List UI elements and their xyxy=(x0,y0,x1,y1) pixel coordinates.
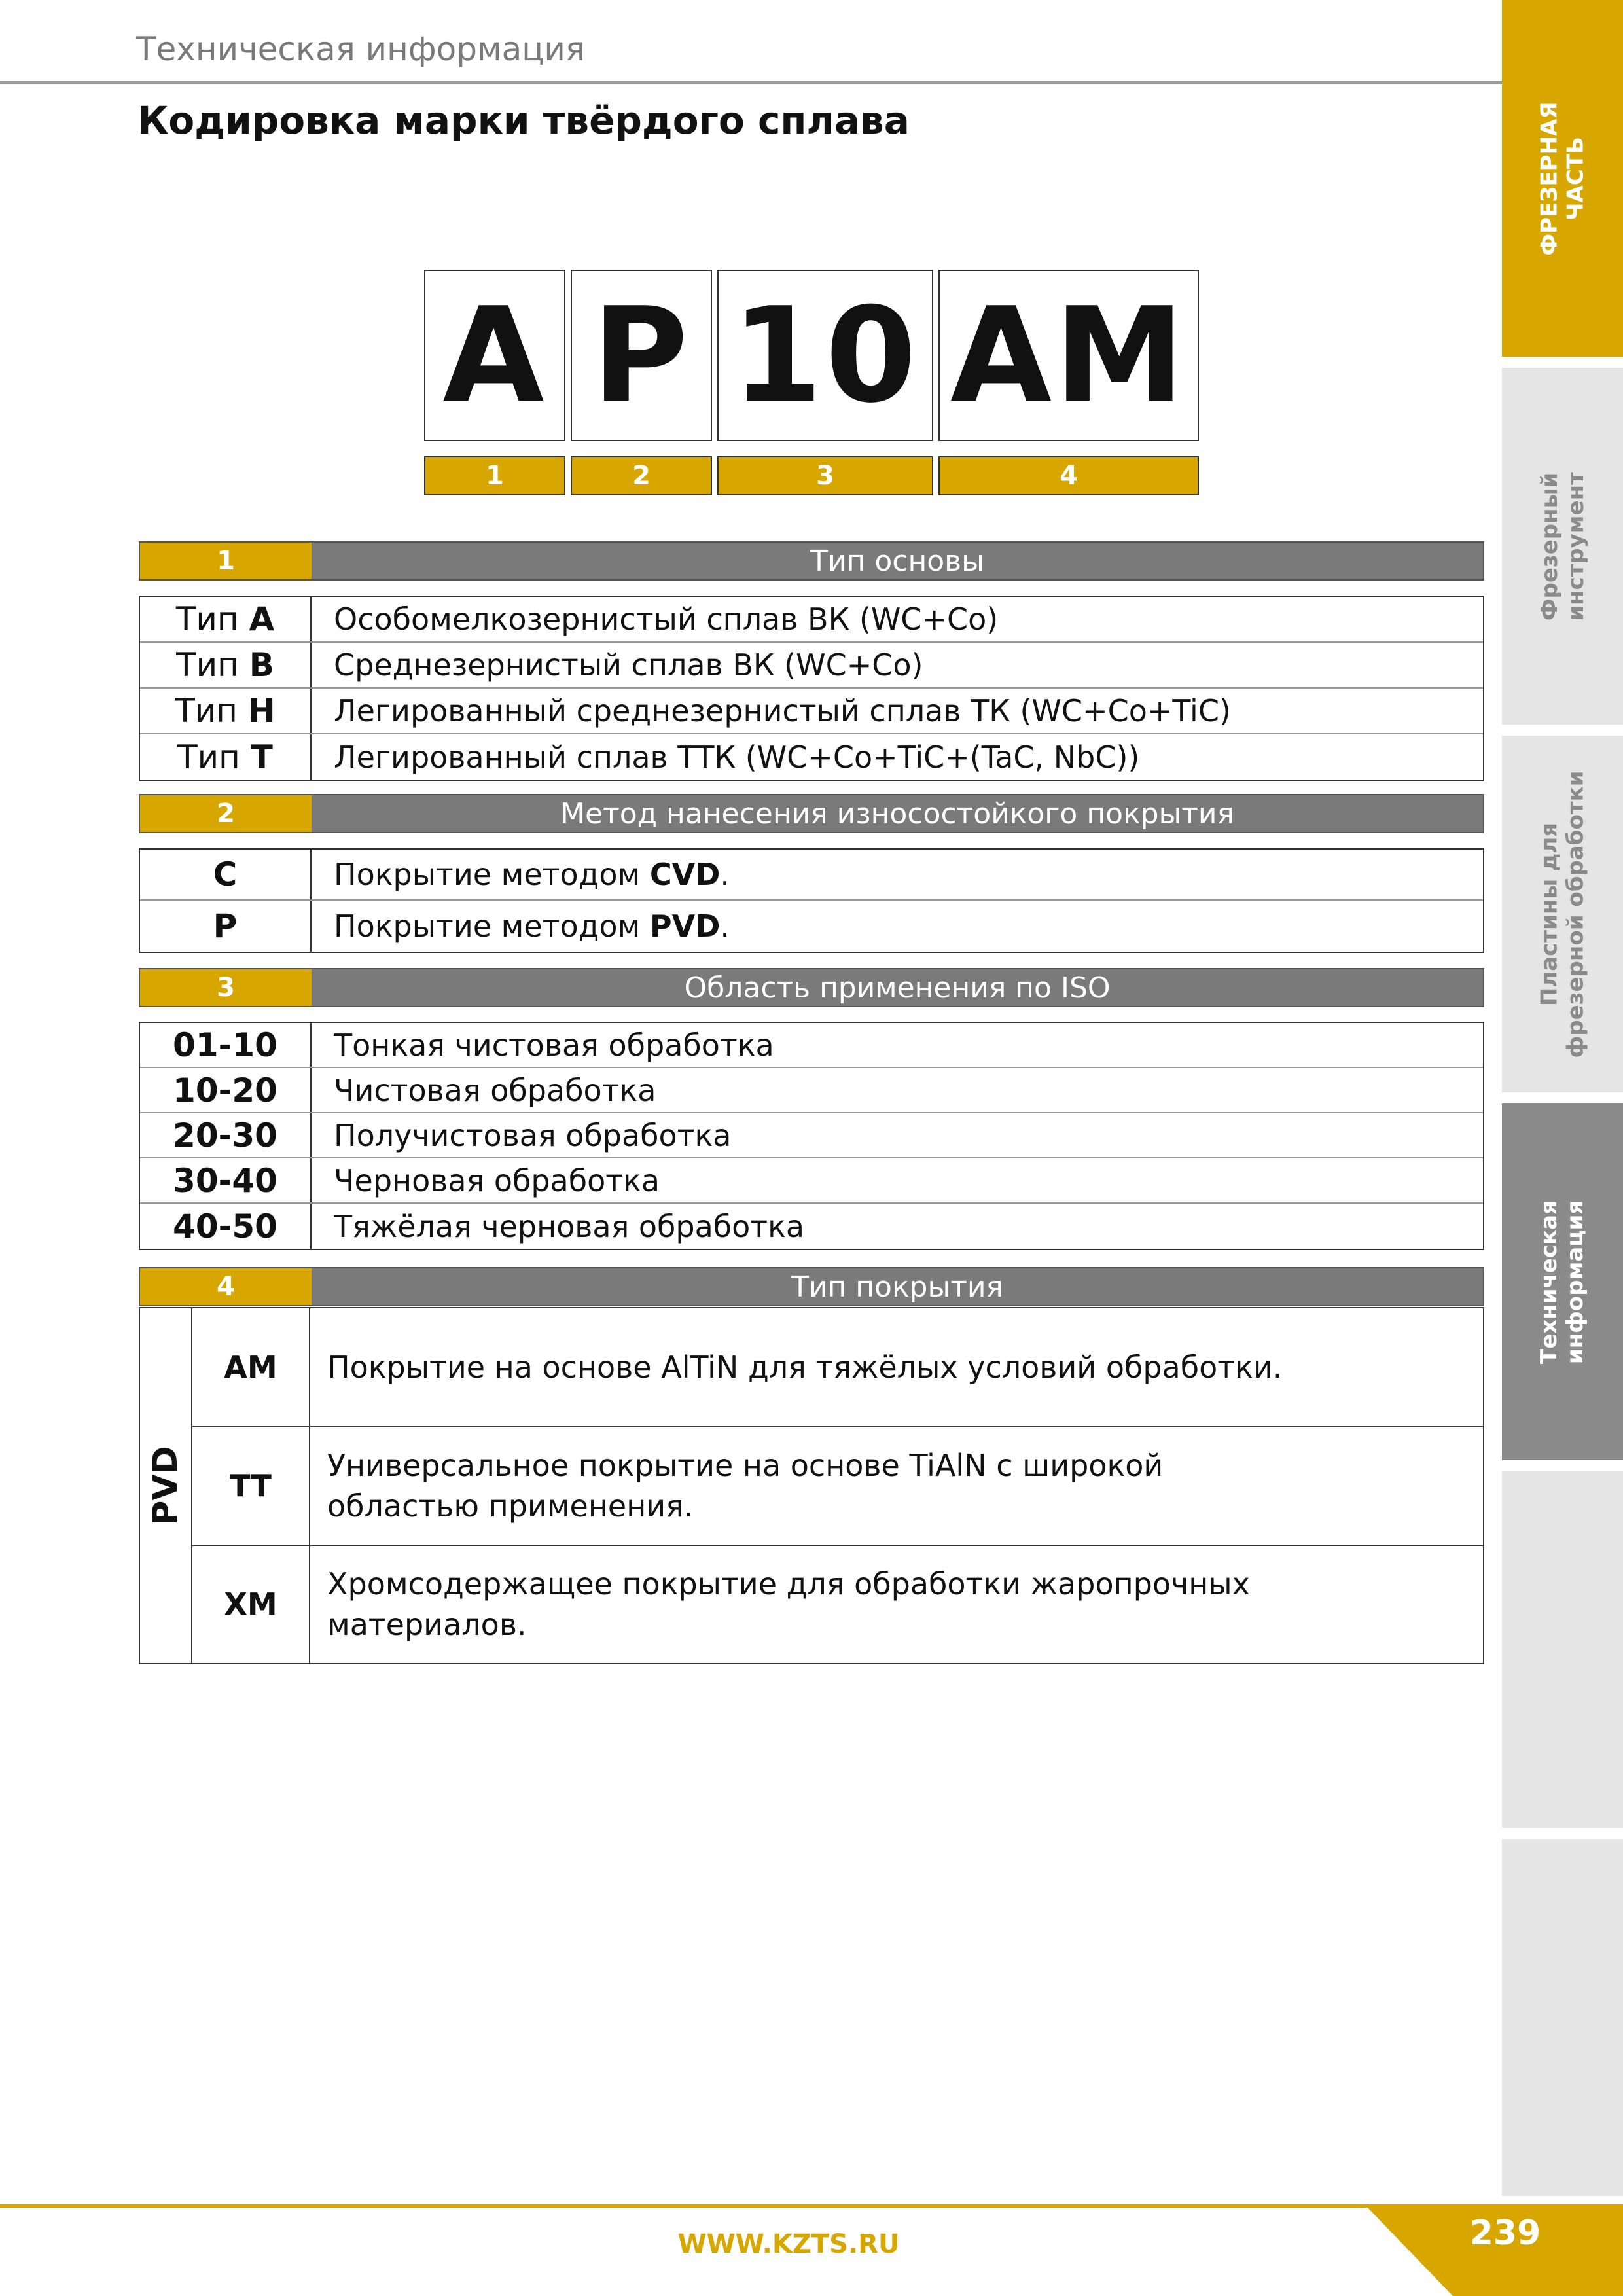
row-key xyxy=(140,597,312,641)
code-part-type: A xyxy=(424,270,565,441)
coating-group-label: PVD xyxy=(146,1446,185,1526)
table-row xyxy=(140,901,1483,952)
key-prefix: Тип xyxy=(175,692,248,730)
table-row xyxy=(140,1023,1483,1068)
row-value xyxy=(312,901,1483,952)
table-row xyxy=(140,850,1483,901)
table-row xyxy=(140,1068,1483,1113)
value-line1: Универсальное покрытие на основе TiAlN с широкой xyxy=(327,1447,1164,1483)
row-value: Получистовая обработка xyxy=(334,1117,732,1153)
row-value xyxy=(312,850,1483,899)
side-tab-label-line1: Фрезерный xyxy=(1536,472,1563,620)
key-letter: T xyxy=(250,738,273,776)
code-number-3: 3 xyxy=(717,456,933,495)
code-part-coating: AM xyxy=(938,270,1199,441)
table-row xyxy=(140,1113,1483,1158)
row-key: C xyxy=(140,850,312,899)
page-title: Кодировка марки твёрдого сплава xyxy=(137,98,910,143)
side-tab-empty-1 xyxy=(1502,1471,1623,1828)
row-key xyxy=(140,734,312,780)
code-number-1: 1 xyxy=(424,456,565,495)
code-number-4: 4 xyxy=(938,456,1199,495)
row-key: 01-10 xyxy=(140,1023,312,1067)
value-line2: областью применения. xyxy=(327,1488,694,1524)
section-2-table xyxy=(139,848,1484,953)
key-prefix: Тип xyxy=(175,600,249,638)
section-title: Тип покрытия xyxy=(312,1268,1483,1305)
side-tab-label-line1: Пластины для xyxy=(1536,822,1563,1006)
side-tab-empty-2 xyxy=(1502,1839,1623,2196)
row-key: 30-40 xyxy=(140,1158,312,1202)
table-row xyxy=(140,597,1483,643)
section-number: 1 xyxy=(140,543,312,579)
section-4-header xyxy=(139,1267,1484,1306)
row-value xyxy=(310,1427,1483,1544)
footer-divider xyxy=(0,2204,1374,2208)
page-number: 239 xyxy=(1469,2214,1541,2253)
row-key xyxy=(140,643,312,687)
row-value: Легированный сплав ТТК (WC+Co+TiC+(TaC, NbC)) xyxy=(334,740,1140,775)
table-row xyxy=(140,734,1483,780)
side-tab-technical-info[interactable] xyxy=(1502,1103,1623,1460)
row-value: Тяжёлая черновая обработка xyxy=(334,1208,805,1244)
value-prefix: Покрытие методом xyxy=(334,857,650,892)
header-divider xyxy=(0,81,1502,84)
table-row xyxy=(140,1204,1483,1249)
section-number: 4 xyxy=(140,1268,312,1305)
table-row xyxy=(192,1546,1483,1663)
side-tab-label-line2: фрезерной обработки xyxy=(1562,770,1589,1058)
row-value: Тонкая чистовая обработка xyxy=(334,1027,774,1063)
row-key: XM xyxy=(192,1546,310,1663)
table-row xyxy=(192,1308,1483,1427)
key-letter: A xyxy=(249,600,275,638)
code-part-iso: 10 xyxy=(717,270,933,441)
header-section-title: Техническая информация xyxy=(136,30,585,68)
table-row xyxy=(140,689,1483,734)
section-3-header xyxy=(139,968,1484,1007)
side-tab-label-line2: информация xyxy=(1562,1200,1589,1364)
value-suffix: . xyxy=(720,908,730,944)
table-row xyxy=(192,1427,1483,1545)
side-tab-label-line2: ЧАСТЬ xyxy=(1562,136,1589,221)
section-number: 3 xyxy=(140,969,312,1006)
footer-website-link[interactable]: WWW.KZTS.RU xyxy=(677,2229,900,2259)
table-row xyxy=(140,1158,1483,1204)
code-number-2: 2 xyxy=(571,456,712,495)
value-suffix: . xyxy=(720,857,730,892)
row-value xyxy=(310,1546,1483,1663)
row-key xyxy=(140,689,312,733)
value-method: PVD xyxy=(649,908,721,944)
section-title: Метод нанесения износостойкого покрытия xyxy=(312,795,1483,832)
row-key: AM xyxy=(192,1308,310,1426)
side-tab-label-line1: ФРЕЗЕРНАЯ xyxy=(1536,101,1563,256)
section-1-table xyxy=(139,596,1484,781)
coating-group xyxy=(140,1308,192,1663)
section-3-table xyxy=(139,1022,1484,1250)
section-2-header xyxy=(139,794,1484,833)
row-key: 40-50 xyxy=(140,1204,312,1249)
section-4-table xyxy=(139,1307,1484,1664)
row-key: TT xyxy=(192,1427,310,1544)
value-prefix: Покрытие методом xyxy=(334,908,650,944)
side-tab-label-line1: Техническая xyxy=(1536,1200,1563,1364)
side-tab-label-line2: инструмент xyxy=(1562,471,1589,621)
row-value: Среднезернистый сплав ВК (WC+Co) xyxy=(334,647,923,683)
section-number: 2 xyxy=(140,795,312,832)
row-value: Черновая обработка xyxy=(334,1162,660,1198)
row-value: Легированный среднезернистый сплав ТК (WC+Co+TiC) xyxy=(334,693,1231,728)
value-method: CVD xyxy=(649,857,721,892)
value-line1: Покрытие на основе AlTiN для тяжёлых условий обработки. xyxy=(327,1349,1283,1385)
key-letter: B xyxy=(249,646,274,684)
key-prefix: Тип xyxy=(176,646,249,684)
value-line1: Хромсодержащее покрытие для обработки жаропрочных материалов. xyxy=(327,1566,1250,1643)
row-key: 20-30 xyxy=(140,1113,312,1157)
row-value xyxy=(310,1308,1483,1426)
side-tab-milling-inserts[interactable] xyxy=(1502,736,1623,1092)
key-prefix: Тип xyxy=(177,738,251,776)
section-1-header xyxy=(139,541,1484,581)
key-letter: H xyxy=(247,692,276,730)
side-tab-milling-part[interactable] xyxy=(1502,0,1623,357)
side-tab-milling-tools[interactable] xyxy=(1502,368,1623,725)
row-value: Чистовая обработка xyxy=(334,1072,656,1108)
section-title: Тип основы xyxy=(312,543,1483,579)
code-part-method: P xyxy=(571,270,712,441)
row-key: 10-20 xyxy=(140,1068,312,1112)
row-value: Особомелкозернистый сплав ВК (WC+Co) xyxy=(334,601,999,637)
row-key: P xyxy=(140,901,312,952)
section-title: Область применения по ISO xyxy=(312,969,1483,1006)
table-row xyxy=(140,643,1483,689)
